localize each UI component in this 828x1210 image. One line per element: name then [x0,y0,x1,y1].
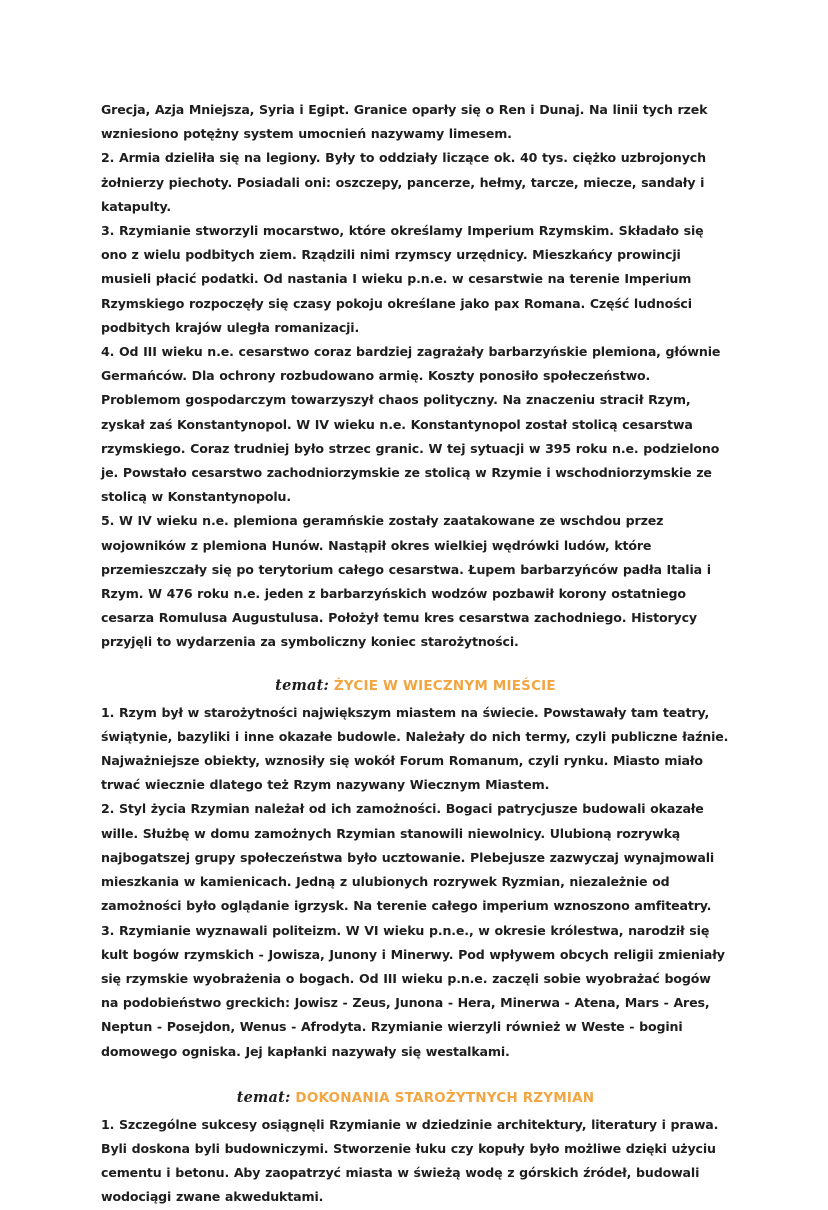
section-heading-dokonania [101,1084,730,1112]
paragraph: 5. W IV wieku n.e. plemiona geramńskie zostały zaatakowane ze wschdou przez wojowników z plemiona Hunów. Nastąpił okres wielkiej wędrówki ludów, które przemieszczały się po terytorium całego cesarstwa. Łupem barbarzyńców padła Italia i Rzym. W 476 roku n.e. jeden z barbarzyńskich wodzów pozbawił korony ostatniego cesarza Romulusa Augustulusa. Położył temu kres cesarstwa zachodniego. Historycy przyjęli to wydarzenia za symboliczny koniec starożytności. [101,513,711,650]
paragraph: 2. Armia dzieliła się na legiony. Były to oddziały liczące ok. 40 tys. ciężko uzbrojonych żołnierzy piechoty. Posiadali oni: oszczepy, pancerze, hełmy, tarcze, miecze, sandały i katapulty. [101,150,706,214]
section-dokonania-rzymian [101,1113,730,1210]
heading-label: temat: [236,1088,291,1106]
section-heading-zycie [101,672,730,700]
paragraph: 3. Rzymianie wyznawali politeizm. W VI wieku p.n.e., w okresie królestwa, narodził się kult bogów rzymskich - Jowisza, Junony i Minerwy. Pod wpływem obcych religii zmieniały się rzymskie wyobrażenia o bogach. Od III wieku p.n.e. zaczęli sobie wyobrażać bogów na podobieństwo greckich: Jowisz - Zeus, Junona - Hera, Minerwa - Atena, Mars - Ares, Neptun - Posejdon, Wenus - Afrodyta. Rzymianie wierzyli również w Weste - bogini domowego ogniska. Jej kapłanki nazywały się westalkami. [101,922,725,1059]
heading-label: temat: [275,676,330,694]
paragraph: 3. Rzymianie stworzyli mocarstwo, które określamy Imperium Rzymskim. Składało się ono z wielu podbitych ziem. Rządzili nimi rzymscy urzędnicy. Mieszkańcy prowincji musieli płacić podatki. Od nastania I wieku p.n.e. w cesarstwie na terenie Imperium Rzymskiego rozpoczęły się czasy pokoju określane jako pax Romana. Część ludności podbitych krajów uległa romanizacji. [101,223,704,335]
heading-title: DOKONANIA STAROŻYTNYCH RZYMIAN [295,1089,595,1106]
paragraph: 1. Rzym był w starożytności największym miastem na świecie. Powstawały tam teatry, świątynie, bazyliki i inne okazałe budowle. Należały do nich termy, czyli publiczne łaźnie. Najważniejsze obiekty, wznosiły się wokół Forum Romanum, czyli rynku. Miasto miało trwać wiecznie dlatego też Rzym nazywany Wiecznym Miastem. [101,704,729,793]
paragraph: 4. Od III wieku n.e. cesarstwo coraz bardziej zagrażały barbarzyńskie plemiona, głównie Germańców. Dla ochrony rozbudowano armię. Koszty ponosiło społeczeństwo. Problemom gospodarczym towarzyszył chaos polityczny. Na znaczeniu stracił Rzym, zyskał zaś Konstantynopol. W IV wieku n.e. Konstantynopol został stolicą cesarstwa rzymskiego. Coraz trudniej było strzec granic. W tej sytuacji w 395 roku n.e. podzielono je. Powstało cesarstwo zachodniorzymskie ze stolicą w Rzymie i wschodniorzymskie ze stolicą w Konstantynopolu. [101,344,721,505]
section-rome-empire [101,98,730,655]
paragraph: 2. Styl życia Rzymian należał od ich zamożności. Bogaci patrycjusze budowali okazałe wille. Służbę w domu zamożnych Rzymian stanowili niewolnicy. Ulubioną rozrywką najbogatszej grupy społeczeństwa było ucztowanie. Plebejusze zazwyczaj wynajmowali mieszkania w kamienicach. Jedną z ulubionych rozrywek Ryzmian, niezależnie od zamożności było oglądanie igrzysk. Na terenie całego imperium wznoszono amfiteatry. [101,801,715,914]
heading-title: ŻYCIE W WIECZNYM MIEŚCIE [333,677,556,694]
paragraph: 1. Szczególne sukcesy osiągnęli Rzymianie w dziedzinie architektury, literatury i prawa. Byli doskona byli budowniczymi. Stworzenie łuku czy kopuły było możliwe dzięki użyciu cementu i betonu. Aby zaopatrzyć miasta w świeżą wodę z górskich źródeł, budowali wodociągi zwane akweduktami. [101,1116,719,1205]
section-zycie-w-wiecznym-miescie [101,701,730,1064]
paragraph: Grecja, Azja Mniejsza, Syria i Egipt. Granice oparły się o Ren i Dunaj. Na linii tych rzek wzniesiono potężny system umocnień nazywamy limesem. [101,102,708,142]
